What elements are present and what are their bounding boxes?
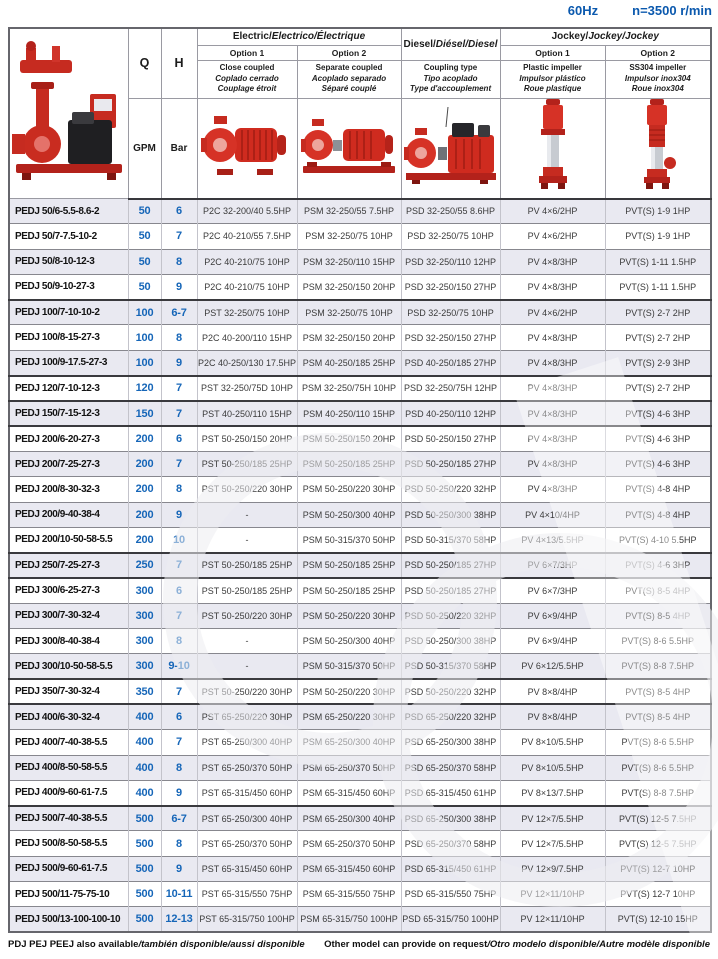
table-row [9,274,711,299]
electric-option2-cell: PSM 50-250/185 25HP [297,553,401,578]
footer-right-note: Other model can provide on request/Otro modelo disponible/Autre modèle disponible [324,939,710,950]
diesel-cell: PSD 50-250/220 32HP [401,679,500,704]
jockey-option1-cell: PV 4×8/3HP [500,274,605,299]
bar-unit-label: Bar [161,98,197,199]
electric-option2-cell: PSM 65-250/220 30HP [297,704,401,729]
h-value-cell: 6 [161,704,197,729]
jockey-option2-cell: PVT(S) 1-9 1HP [605,224,711,249]
jockey-option1-cell: PV 8×8/4HP [500,679,605,704]
h-value-cell: 6-7 [161,300,197,325]
electric-option1-cell: PST 65-315/750 100HP [197,907,297,932]
electric-option2-cell: PSM 50-250/150 20HP [297,426,401,451]
jockey-option2-cell: PVT(S) 8-5 4HP [605,679,711,704]
electric-option1-cell: PST 32-250/75 10HP [197,300,297,325]
electric-option1-cell: PST 32-250/75D 10HP [197,376,297,401]
model-cell: PEDJ 400/9-60-61-7.5 [9,780,128,805]
model-cell: PEDJ 200/7-25-27-3 [9,451,128,476]
h-value-cell: 8 [161,831,197,856]
electric-option1-cell: PST 50-250/220 30HP [197,679,297,704]
diesel-cell: PSD 32-250/75H 12HP [401,376,500,401]
electric-option1-cell: PST 40-250/110 15HP [197,401,297,426]
h-value-cell: 6 [161,426,197,451]
electric-option2-cell: PSM 32-250/55 7.5HP [297,199,401,224]
electric-option1-cell: PST 65-250/220 30HP [197,704,297,729]
model-cell: PEDJ 500/8-50-58-5.5 [9,831,128,856]
electric-option2-cell: PSM 40-250/110 15HP [297,401,401,426]
jockey-option2-cell: PVT(S) 12-7 10HP [605,856,711,881]
diesel-cell: PSD 65-250/220 32HP [401,704,500,729]
model-cell: PEDJ 500/13-100-100-10 [9,907,128,932]
electric-option1-cell: P2C 40-250/130 17.5HP [197,350,297,375]
h-value-cell: 7 [161,553,197,578]
q-value-cell: 400 [128,780,161,805]
jockey-option1-cell: PV 4×6/2HP [500,224,605,249]
electric-option1-cell: P2C 40-200/110 15HP [197,325,297,350]
jockey-option2-cell: PVT(S) 4-6 3HP [605,426,711,451]
h-value-cell: 7 [161,603,197,628]
model-cell: PEDJ 250/7-25-27-3 [9,553,128,578]
jockey-option1-cell: PV 12×7/5.5HP [500,831,605,856]
q-value-cell: 100 [128,325,161,350]
q-value-cell: 500 [128,806,161,831]
table-row [9,502,711,527]
jockey-option2-cell: PVT(S) 8-8 7.5HP [605,780,711,805]
pump-spec-table [8,27,712,933]
h-value-cell: 6-7 [161,806,197,831]
h-value-cell: 7 [161,401,197,426]
h-column-header: H [161,28,197,98]
diesel-coupled-pump-image [404,107,498,185]
table-row [9,907,711,932]
q-value-cell: 50 [128,199,161,224]
model-cell: PEDJ 300/8-40-38-4 [9,629,128,654]
electric-option1-cell: PST 50-250/185 25HP [197,451,297,476]
jockey-option2-cell: PVT(S) 8-5 4HP [605,704,711,729]
h-value-cell: 12-13 [161,907,197,932]
jockey-option2-cell: PVT(S) 2-9 3HP [605,350,711,375]
q-value-cell: 300 [128,654,161,679]
diesel-group-header: Diesel/Diésel/Diesel [401,28,500,60]
table-row [9,527,711,552]
model-cell: PEDJ 500/9-60-61-7.5 [9,856,128,881]
electric-option2-cell: PSM 50-315/370 50HP [297,654,401,679]
diesel-cell: PSD 65-250/300 38HP [401,730,500,755]
electric-option1-cell: PST 65-250/370 50HP [197,755,297,780]
h-value-cell: 8 [161,325,197,350]
table-row [9,477,711,502]
model-cell: PEDJ 300/10-50-58-5.5 [9,654,128,679]
q-value-cell: 400 [128,704,161,729]
q-value-cell: 200 [128,527,161,552]
jockey-option1-cell: PV 8×13/7.5HP [500,780,605,805]
model-cell: PEDJ 50/9-10-27-3 [9,274,128,299]
speed-label: n=3500 r/min [632,3,712,18]
electric-option2-cell: PSM 32-250/150 20HP [297,274,401,299]
electric-option2-cell: PSM 65-315/450 60HP [297,780,401,805]
electric-option2-cell: PSM 32-250/110 15HP [297,249,401,274]
q-value-cell: 100 [128,300,161,325]
q-value-cell: 50 [128,249,161,274]
jockey-option1-cell: PV 6×9/4HP [500,603,605,628]
table-row [9,629,711,654]
table-row [9,856,711,881]
jockey-option1-cell: PV 4×8/3HP [500,325,605,350]
model-cell: PEDJ 300/7-30-32-4 [9,603,128,628]
jockey-option2-cell: PVT(S) 4-8 4HP [605,477,711,502]
table-row [9,426,711,451]
diesel-cell: PSD 50-250/185 27HP [401,578,500,603]
h-value-cell: 8 [161,629,197,654]
q-value-cell: 300 [128,603,161,628]
electric-option2-cell: PSM 50-250/220 30HP [297,603,401,628]
diesel-cell: PSD 32-250/150 27HP [401,325,500,350]
diesel-cell: PSD 50-250/300 38HP [401,629,500,654]
fire-pump-set-photo-cell [9,28,128,199]
diesel-cell: PSD 50-250/300 38HP [401,502,500,527]
electric-group-header: Electric/Electrico/Électrique [197,28,401,45]
diesel-cell: PSD 40-250/110 12HP [401,401,500,426]
q-value-cell: 120 [128,376,161,401]
q-column-header: Q [128,28,161,98]
h-value-cell: 7 [161,679,197,704]
electric-option1-cell: - [197,527,297,552]
jockey-option1-cell: PV 4×10/4HP [500,502,605,527]
q-value-cell: 200 [128,502,161,527]
diesel-cell: PSD 65-315/750 100HP [401,907,500,932]
table-header [9,28,711,199]
jockey-option2-cell: PVT(S) 4-10 5.5HP [605,527,711,552]
jockey-option1-cell: PV 6×7/3HP [500,578,605,603]
jockey-option1-cell: PV 4×8/3HP [500,350,605,375]
model-cell: PEDJ 500/11-75-75-10 [9,882,128,907]
jockey-option2-cell: PVT(S) 8-6 5.5HP [605,730,711,755]
close-coupled-desc: Close coupled Coplado cerrado Couplage étroit [197,60,297,98]
h-value-cell: 7 [161,730,197,755]
table-row [9,350,711,375]
diesel-cell: PSD 50-250/185 27HP [401,451,500,476]
model-cell: PEDJ 100/9-17.5-27-3 [9,350,128,375]
diesel-cell: PSD 50-250/220 32HP [401,603,500,628]
jockey-option1-cell: PV 4×13/5.5HP [500,527,605,552]
ss304-impeller-desc: SS304 impeller Impulsor inox304 Roue inox304 [605,60,711,98]
electric-option2-cell: PSM 50-315/370 50HP [297,527,401,552]
model-cell: PEDJ 50/7-7.5-10-2 [9,224,128,249]
jockey-option1-cell: PV 6×9/4HP [500,629,605,654]
jockey-option2-cell: PVT(S) 4-6 3HP [605,401,711,426]
diesel-cell: PSD 65-250/300 38HP [401,806,500,831]
electric-option1-cell: PST 50-250/185 25HP [197,553,297,578]
electric-option2-cell: PSM 40-250/185 25HP [297,350,401,375]
electric-option2-cell: PSM 65-250/300 40HP [297,730,401,755]
electric-option2-cell: PSM 65-250/300 40HP [297,806,401,831]
diesel-cell: PSD 65-250/370 58HP [401,831,500,856]
electric-option1-cell: - [197,629,297,654]
electric-option1-cell: PST 65-250/370 50HP [197,831,297,856]
separate-coupled-desc: Separate coupled Acoplado separado Séparé couplé [297,60,401,98]
jockey-option2-cell: PVT(S) 4-6 3HP [605,451,711,476]
jockey-option1-cell: PV 6×12/5.5HP [500,654,605,679]
jockey-option1-cell: PV 8×8/4HP [500,704,605,729]
q-value-cell: 200 [128,426,161,451]
diesel-cell: PSD 50-315/370 58HP [401,654,500,679]
table-row [9,704,711,729]
q-value-cell: 500 [128,831,161,856]
jockey-option1-cell: PV 12×11/10HP [500,907,605,932]
table-row [9,654,711,679]
plastic-jockey-photo-cell [500,98,605,199]
h-value-cell: 9 [161,780,197,805]
jockey-option2-cell: PVT(S) 2-7 2HP [605,376,711,401]
table-row [9,224,711,249]
jockey-option2-cell: PVT(S) 8-8 7.5HP [605,654,711,679]
ss304-jockey-pump-image [640,99,676,193]
model-cell: PEDJ 200/8-30-32-3 [9,477,128,502]
model-cell: PEDJ 350/7-30-32-4 [9,679,128,704]
jockey-option1-cell: PV 12×7/5.5HP [500,806,605,831]
electric-option2-cell: PSM 50-250/220 30HP [297,477,401,502]
table-row [9,451,711,476]
h-value-cell: 8 [161,477,197,502]
table-row [9,325,711,350]
table-row [9,199,711,224]
table-row [9,300,711,325]
jockey-option2-cell: PVT(S) 8-5 4HP [605,578,711,603]
jockey-group-header: Jockey/Jockey/Jockey [500,28,711,45]
jockey-option2-header: Option 2 [605,45,711,60]
jockey-option1-cell: PV 12×11/10HP [500,882,605,907]
jockey-option2-cell: PVT(S) 8-5 4HP [605,603,711,628]
h-value-cell: 10-11 [161,882,197,907]
fire-pump-set-image [12,36,126,186]
table-row [9,249,711,274]
table-body [9,199,711,933]
jockey-option2-cell: PVT(S) 1-11 1.5HP [605,274,711,299]
q-value-cell: 400 [128,730,161,755]
jockey-option1-cell: PV 4×8/3HP [500,426,605,451]
electric-option1-cell: PST 50-250/220 30HP [197,603,297,628]
electric-option1-cell: - [197,654,297,679]
h-value-cell: 9 [161,502,197,527]
model-cell: PEDJ 400/7-40-38-5.5 [9,730,128,755]
table-row [9,730,711,755]
jockey-option2-cell: PVT(S) 12-5 7.5HP [605,806,711,831]
electric-option1-cell: PST 65-315/450 60HP [197,856,297,881]
h-value-cell: 7 [161,224,197,249]
jockey-option1-cell: PV 4×6/2HP [500,300,605,325]
close-coupled-pump-image [201,115,293,177]
electric-option1-cell: PST 65-250/300 40HP [197,806,297,831]
electric-option2-cell: PSM 65-250/370 50HP [297,755,401,780]
table-row [9,376,711,401]
jockey-option2-cell: PVT(S) 1-11 1.5HP [605,249,711,274]
q-value-cell: 200 [128,451,161,476]
jockey-option2-cell: PVT(S) 1-9 1HP [605,199,711,224]
jockey-option2-cell: PVT(S) 8-6 5.5HP [605,755,711,780]
electric-option2-cell: PSM 65-315/450 60HP [297,856,401,881]
h-value-cell: 8 [161,755,197,780]
q-value-cell: 300 [128,629,161,654]
electric-option1-cell: PST 50-250/150 20HP [197,426,297,451]
electric-option1-cell: PST 65-315/550 75HP [197,882,297,907]
h-value-cell: 9-10 [161,654,197,679]
diesel-cell: PSD 50-315/370 58HP [401,527,500,552]
diesel-cell: PSD 32-250/55 8.6HP [401,199,500,224]
q-value-cell: 200 [128,477,161,502]
h-value-cell: 8 [161,249,197,274]
h-value-cell: 10 [161,527,197,552]
jockey-option1-cell: PV 8×10/5.5HP [500,730,605,755]
jockey-option1-cell: PV 4×8/3HP [500,376,605,401]
diesel-cell: PSD 32-250/150 27HP [401,274,500,299]
jockey-option1-cell: PV 4×8/3HP [500,249,605,274]
electric-option2-cell: PSM 32-250/150 20HP [297,325,401,350]
ss304-jockey-photo-cell [605,98,711,199]
jockey-option2-cell: PVT(S) 2-7 2HP [605,325,711,350]
diesel-cell: PSD 32-250/75 10HP [401,224,500,249]
h-value-cell: 9 [161,350,197,375]
footer-left-note: PDJ PEJ PEEJ also available/también disponible/aussi disponible [8,939,305,950]
q-value-cell: 500 [128,882,161,907]
diesel-cell: PSD 32-250/110 12HP [401,249,500,274]
model-cell: PEDJ 100/7-10-10-2 [9,300,128,325]
q-value-cell: 500 [128,856,161,881]
diesel-cell: PSD 40-250/185 27HP [401,350,500,375]
h-value-cell: 7 [161,451,197,476]
electric-option2-cell: PSM 50-250/220 30HP [297,679,401,704]
model-cell: PEDJ 300/6-25-27-3 [9,578,128,603]
electric-option1-cell: PST 65-250/300 40HP [197,730,297,755]
diesel-cell: PSD 50-250/185 27HP [401,553,500,578]
table-row [9,831,711,856]
electric-option1-cell: PST 50-250/220 30HP [197,477,297,502]
table-row [9,603,711,628]
page-header-specs [568,3,712,18]
q-value-cell: 400 [128,755,161,780]
plastic-impeller-desc: Plastic impeller Impulsor plástico Roue plastique [500,60,605,98]
h-value-cell: 9 [161,274,197,299]
jockey-option2-cell: PVT(S) 4-8 4HP [605,502,711,527]
jockey-option2-cell: PVT(S) 12-7 10HP [605,882,711,907]
table-row [9,401,711,426]
model-cell: PEDJ 200/6-20-27-3 [9,426,128,451]
diesel-cell: PSD 32-250/75 10HP [401,300,500,325]
model-cell: PEDJ 500/7-40-38-5.5 [9,806,128,831]
frequency-label: 60Hz [567,3,599,18]
diesel-coupled-photo-cell [401,98,500,199]
jockey-option1-cell: PV 4×8/3HP [500,477,605,502]
electric-option1-cell: P2C 32-200/40 5.5HP [197,199,297,224]
jockey-option2-cell: PVT(S) 12-10 15HP [605,907,711,932]
electric-option2-cell: PSM 65-250/370 50HP [297,831,401,856]
electric-option2-cell: PSM 32-250/75 10HP [297,224,401,249]
electric-option2-cell: PSM 32-250/75 10HP [297,300,401,325]
q-value-cell: 500 [128,907,161,932]
q-value-cell: 50 [128,224,161,249]
model-cell: PEDJ 150/7-15-12-3 [9,401,128,426]
table-row [9,780,711,805]
q-value-cell: 150 [128,401,161,426]
jockey-option1-header: Option 1 [500,45,605,60]
jockey-option1-cell: PV 4×6/2HP [500,199,605,224]
separate-coupled-pump-image [301,116,397,176]
model-cell: PEDJ 50/8-10-12-3 [9,249,128,274]
electric-option2-cell: PSM 50-250/185 25HP [297,578,401,603]
model-cell: PEDJ 400/6-30-32-4 [9,704,128,729]
jockey-option1-cell: PV 6×7/3HP [500,553,605,578]
coupling-type-desc: Coupling type Tipo acoplado Type d'accouplement [401,60,500,98]
model-cell: PEDJ 200/9-40-38-4 [9,502,128,527]
jockey-option2-cell: PVT(S) 4-6 3HP [605,553,711,578]
electric-option1-cell: P2C 40-210/75 10HP [197,249,297,274]
jockey-option1-cell: PV 8×10/5.5HP [500,755,605,780]
diesel-cell: PSD 50-250/150 27HP [401,426,500,451]
electric-option1-cell: - [197,502,297,527]
jockey-option2-cell: PVT(S) 12-5 7.5HP [605,831,711,856]
model-cell: PEDJ 100/8-15-27-3 [9,325,128,350]
diesel-cell: PSD 65-315/450 61HP [401,780,500,805]
table-row [9,882,711,907]
diesel-cell: PSD 65-250/370 58HP [401,755,500,780]
jockey-option1-cell: PV 12×9/7.5HP [500,856,605,881]
table-row [9,578,711,603]
electric-option2-cell: PSM 65-315/750 100HP [297,907,401,932]
q-value-cell: 300 [128,578,161,603]
close-coupled-photo-cell [197,98,297,199]
jockey-option1-cell: PV 4×8/3HP [500,451,605,476]
jockey-option1-cell: PV 4×8/3HP [500,401,605,426]
table-row [9,806,711,831]
electric-option2-cell: PSM 50-250/185 25HP [297,451,401,476]
electric-option2-cell: PSM 65-315/550 75HP [297,882,401,907]
q-value-cell: 100 [128,350,161,375]
jockey-option2-cell: PVT(S) 8-6 5.5HP [605,629,711,654]
diesel-cell: PSD 65-315/450 61HP [401,856,500,881]
model-cell: PEDJ 50/6-5.5-8.6-2 [9,199,128,224]
h-value-cell: 7 [161,376,197,401]
gpm-unit-label: GPM [128,98,161,199]
h-value-cell: 6 [161,578,197,603]
electric-option1-cell: PST 50-250/185 25HP [197,578,297,603]
separate-coupled-photo-cell [297,98,401,199]
electric-option2-cell: PSM 50-250/300 40HP [297,629,401,654]
electric-option1-cell: PST 65-315/450 60HP [197,780,297,805]
table-row [9,679,711,704]
q-value-cell: 50 [128,274,161,299]
h-value-cell: 9 [161,856,197,881]
electric-option1-cell: P2C 40-210/75 10HP [197,274,297,299]
model-cell: PEDJ 200/10-50-58-5.5 [9,527,128,552]
q-value-cell: 350 [128,679,161,704]
plastic-jockey-pump-image [538,99,568,193]
h-value-cell: 6 [161,199,197,224]
model-cell: PEDJ 120/7-10-12-3 [9,376,128,401]
model-cell: PEDJ 400/8-50-58-5.5 [9,755,128,780]
footer-notes [8,939,710,950]
electric-option1-header: Option 1 [197,45,297,60]
table-row [9,553,711,578]
electric-option2-header: Option 2 [297,45,401,60]
jockey-option2-cell: PVT(S) 2-7 2HP [605,300,711,325]
electric-option2-cell: PSM 50-250/300 40HP [297,502,401,527]
electric-option2-cell: PSM 32-250/75H 10HP [297,376,401,401]
diesel-cell: PSD 65-315/550 75HP [401,882,500,907]
diesel-cell: PSD 50-250/220 32HP [401,477,500,502]
electric-option1-cell: P2C 40-210/55 7.5HP [197,224,297,249]
table-row [9,755,711,780]
q-value-cell: 250 [128,553,161,578]
